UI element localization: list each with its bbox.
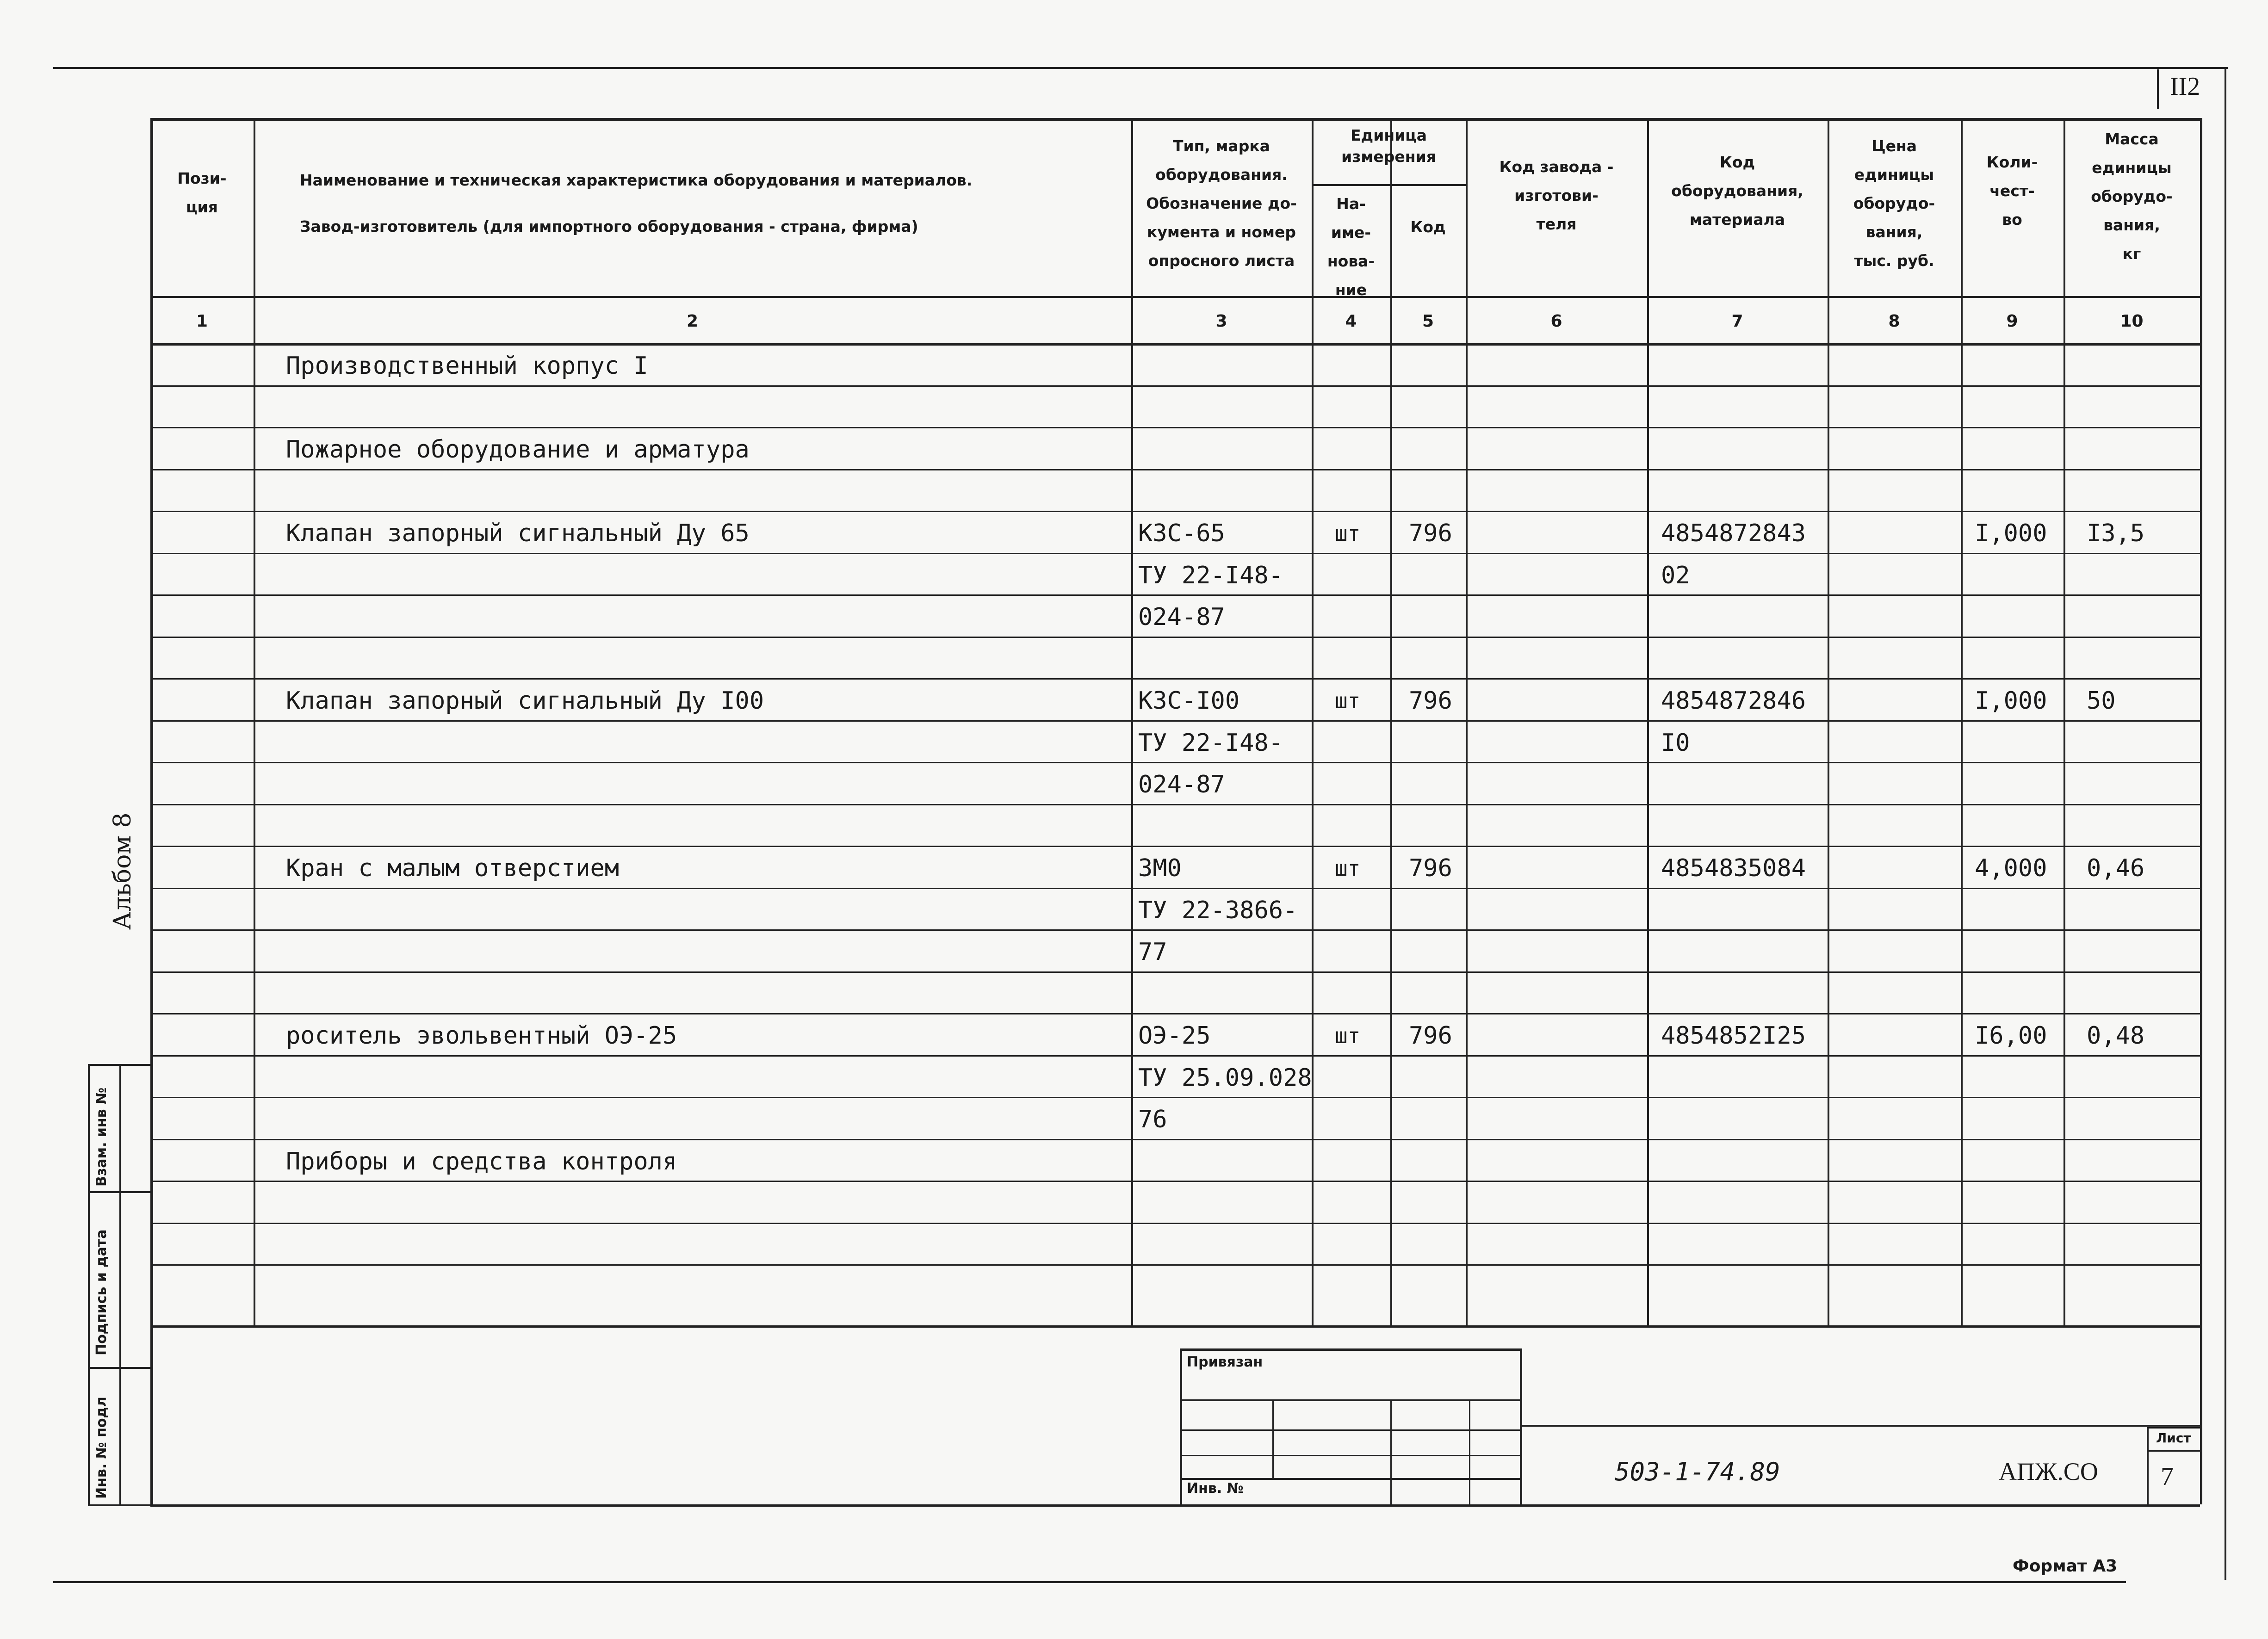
column-divider — [1961, 118, 1963, 1325]
column-number: 2 — [686, 312, 699, 331]
row-type: КЗС-I00 — [1138, 687, 1240, 715]
column-header — [1964, 148, 2061, 234]
row-equipment-code: I0 — [1661, 729, 1690, 757]
column-number: 5 — [1422, 312, 1434, 331]
row-quantity: I6,00 — [1975, 1022, 2047, 1050]
stamp-divider — [1272, 1399, 1274, 1478]
row-rule — [150, 1097, 2200, 1098]
column-header-line: ция — [186, 198, 218, 216]
column-header-line: Код — [1719, 153, 1755, 171]
frame-top — [150, 118, 2200, 121]
column-header-line: Код завода - — [1499, 158, 1614, 176]
column-header-line: кумента и номер — [1146, 223, 1296, 241]
row-rule — [150, 971, 2200, 973]
row-rule — [150, 1055, 2200, 1057]
row-rule — [150, 804, 2200, 805]
row-rule — [150, 678, 2200, 680]
frame-bottom — [150, 1504, 2200, 1507]
column-header-line: оборудо- — [1853, 194, 1935, 212]
column-header-line: ние — [1335, 281, 1367, 299]
sheet-box-rule — [2147, 1450, 2200, 1452]
row-type: ТУ 22-I48- — [1138, 729, 1283, 757]
sheet-box-left — [2147, 1427, 2149, 1504]
column-divider — [1390, 118, 1392, 1325]
column-number: 9 — [2006, 312, 2018, 331]
row-type: ТУ 22-I48- — [1138, 562, 1283, 589]
row-type: 77 — [1138, 938, 1167, 966]
row-equipment-code: 4854872846 — [1661, 687, 1806, 715]
column-divider — [1647, 118, 1649, 1325]
top-trim-line — [53, 67, 2228, 69]
column-divider — [1466, 118, 1468, 1325]
column-header-line: Пози- — [177, 169, 227, 187]
column-header — [1469, 153, 1644, 239]
row-rule — [150, 469, 2200, 470]
row-name: Приборы и средства контроля — [286, 1148, 677, 1175]
column-divider — [1828, 118, 1829, 1325]
row-rule — [150, 762, 2200, 763]
row-mass: 50 — [2087, 687, 2116, 715]
column-header-line: вания, — [1865, 223, 1923, 241]
column-number: 4 — [1345, 312, 1357, 331]
table-bottom-rule — [150, 1325, 2200, 1328]
row-rule — [150, 1264, 2200, 1266]
row-unit-code: 796 — [1409, 854, 1452, 882]
row-type: 76 — [1138, 1106, 1167, 1133]
row-rule — [150, 1139, 2200, 1140]
column-header-line: Завод-изготовитель (для импортного оборудования - страна, фирма) — [300, 217, 918, 235]
sheet-value: 7 — [2161, 1462, 2174, 1491]
row-quantity: I,000 — [1975, 520, 2047, 547]
unit-group-header-line: измерения — [1341, 148, 1436, 166]
row-name: Кран с малым отверстием — [286, 854, 620, 882]
album-label: Альбом 8 — [109, 812, 136, 930]
column-header-line: Наименование и техническая характеристика оборудования и материалов. — [300, 171, 973, 189]
row-equipment-code: 4854872843 — [1661, 520, 1806, 547]
column-header-line: нова- — [1327, 252, 1375, 270]
column-header-line: тыс. руб. — [1854, 252, 1934, 270]
unit-group-header — [1312, 125, 1466, 167]
row-type: 024-87 — [1138, 771, 1225, 798]
row-rule — [150, 846, 2200, 847]
side-strip-inner — [119, 1064, 121, 1504]
row-name: Клапан запорный сигнальный Ду 65 — [286, 520, 750, 547]
header-bottom-rule — [150, 296, 2200, 298]
column-header-line: Масса — [2105, 130, 2159, 148]
row-quantity: 4,000 — [1975, 854, 2047, 882]
row-unit-code: 796 — [1409, 1022, 1452, 1050]
row-rule — [150, 1223, 2200, 1224]
column-header-line: На- — [1336, 195, 1366, 213]
row-unit: шт — [1335, 521, 1361, 546]
column-divider — [2064, 118, 2065, 1325]
column-header — [1134, 132, 1309, 275]
column-header-line: Код — [1410, 218, 1446, 236]
column-header-line: име- — [1331, 223, 1371, 241]
right-trim-line — [2225, 67, 2226, 1580]
column-header — [300, 157, 1172, 250]
column-header — [1830, 132, 1958, 275]
column-header-line: единицы — [2092, 159, 2172, 177]
column-number: 7 — [1731, 312, 1743, 331]
column-header-line: Коли- — [1986, 153, 2038, 171]
column-divider — [254, 118, 255, 1325]
row-rule — [150, 929, 2200, 931]
column-header — [153, 164, 251, 222]
row-name: Производственный корпус I — [286, 352, 648, 380]
row-type: ТУ 25.09.028 — [1138, 1064, 1312, 1092]
column-header-line: чест- — [1989, 182, 2035, 200]
row-name: роситель эвольвентный ОЭ-25 — [286, 1022, 677, 1050]
sheet-label: Лист — [2156, 1430, 2191, 1446]
row-rule — [150, 553, 2200, 554]
column-header — [1393, 213, 1463, 241]
column-header — [1314, 190, 1388, 304]
column-header-line: кг — [2122, 245, 2141, 263]
column-divider — [1131, 118, 1133, 1325]
row-type: 024-87 — [1138, 603, 1225, 631]
row-mass: 0,46 — [2087, 854, 2145, 882]
frame-right — [2200, 118, 2202, 1504]
row-type: ОЭ-25 — [1138, 1022, 1211, 1050]
row-rule — [150, 637, 2200, 638]
row-quantity: I,000 — [1975, 687, 2047, 715]
column-header-line: единицы — [1854, 166, 1934, 184]
side-field-label: Инв. № подл — [93, 1397, 110, 1499]
stamp-divider — [1390, 1399, 1392, 1504]
bound-label: Привязан — [1187, 1354, 1263, 1370]
row-equipment-code: 02 — [1661, 562, 1690, 589]
column-header-line: оборудования, — [1671, 182, 1803, 200]
column-header — [1650, 148, 1825, 234]
unit-group-header-line: Единица — [1351, 126, 1427, 144]
row-rule — [150, 720, 2200, 722]
row-equipment-code: 4854852I25 — [1661, 1022, 1806, 1050]
column-header-line: оборудования. — [1155, 166, 1288, 184]
row-rule — [150, 888, 2200, 889]
row-unit: шт — [1335, 856, 1361, 881]
column-header-line: во — [2002, 210, 2022, 229]
sheet-number-box-left — [2157, 69, 2159, 109]
bound-box-top — [1180, 1348, 1520, 1351]
sheet-number-top: II2 — [2170, 72, 2200, 101]
side-strip-bottom — [88, 1504, 150, 1506]
column-header-line: Тип, марка — [1173, 137, 1270, 155]
row-unit: шт — [1335, 688, 1361, 713]
row-rule — [150, 594, 2200, 596]
column-header-line: теля — [1536, 215, 1577, 233]
column-header-line: изготови- — [1514, 186, 1599, 204]
row-rule — [150, 1013, 2200, 1014]
column-header-line: материала — [1689, 210, 1785, 229]
column-header-line: оборудо- — [2091, 187, 2173, 205]
row-name: Клапан запорный сигнальный Ду I00 — [286, 687, 764, 715]
column-header-line: опросного листа — [1148, 252, 1295, 270]
row-equipment-code: 4854835084 — [1661, 854, 1806, 882]
side-field-label: Подпись и дата — [93, 1229, 110, 1355]
row-mass: I3,5 — [2087, 520, 2145, 547]
row-type: КЗС-65 — [1138, 520, 1225, 547]
row-unit-code: 796 — [1409, 520, 1452, 547]
title-rule — [1520, 1425, 2200, 1427]
row-rule — [150, 511, 2200, 512]
number-row-bottom-rule — [150, 343, 2200, 346]
column-divider — [1312, 118, 1314, 1325]
column-header-line: Обозначение до- — [1146, 194, 1297, 212]
row-unit: шт — [1335, 1023, 1361, 1048]
column-header — [2066, 125, 2197, 268]
unit-group-rule — [1312, 184, 1466, 186]
document-mark: АПЖ.СО — [1999, 1458, 2098, 1485]
column-number: 3 — [1215, 312, 1227, 331]
row-name: Пожарное оборудование и арматура — [286, 436, 750, 464]
side-strip-left — [88, 1064, 90, 1504]
format-label: Формат А3 — [2013, 1557, 2118, 1576]
row-type: ТУ 22-3866- — [1138, 897, 1298, 924]
row-rule — [150, 1181, 2200, 1182]
side-field-label: Взам. инв № — [93, 1087, 110, 1187]
document-code: 503-1-74.89 — [1615, 1457, 1780, 1486]
row-mass: 0,48 — [2087, 1022, 2145, 1050]
row-rule — [150, 427, 2200, 428]
column-number: 8 — [1888, 312, 1900, 331]
stamp-divider — [1469, 1399, 1470, 1504]
row-type: 3М0 — [1138, 854, 1182, 882]
sheet-box-top — [2147, 1427, 2200, 1429]
column-header-line: вания, — [2103, 216, 2160, 234]
row-rule — [150, 385, 2200, 387]
column-number: 1 — [196, 312, 208, 331]
bound-box-left — [1180, 1348, 1182, 1504]
bottom-trim-line — [53, 1581, 2126, 1583]
column-header-line: Цена — [1871, 137, 1917, 155]
column-number: 10 — [2120, 312, 2144, 331]
column-number: 6 — [1550, 312, 1562, 331]
row-unit-code: 796 — [1409, 687, 1452, 715]
inventory-number-label: Инв. № — [1187, 1480, 1244, 1497]
